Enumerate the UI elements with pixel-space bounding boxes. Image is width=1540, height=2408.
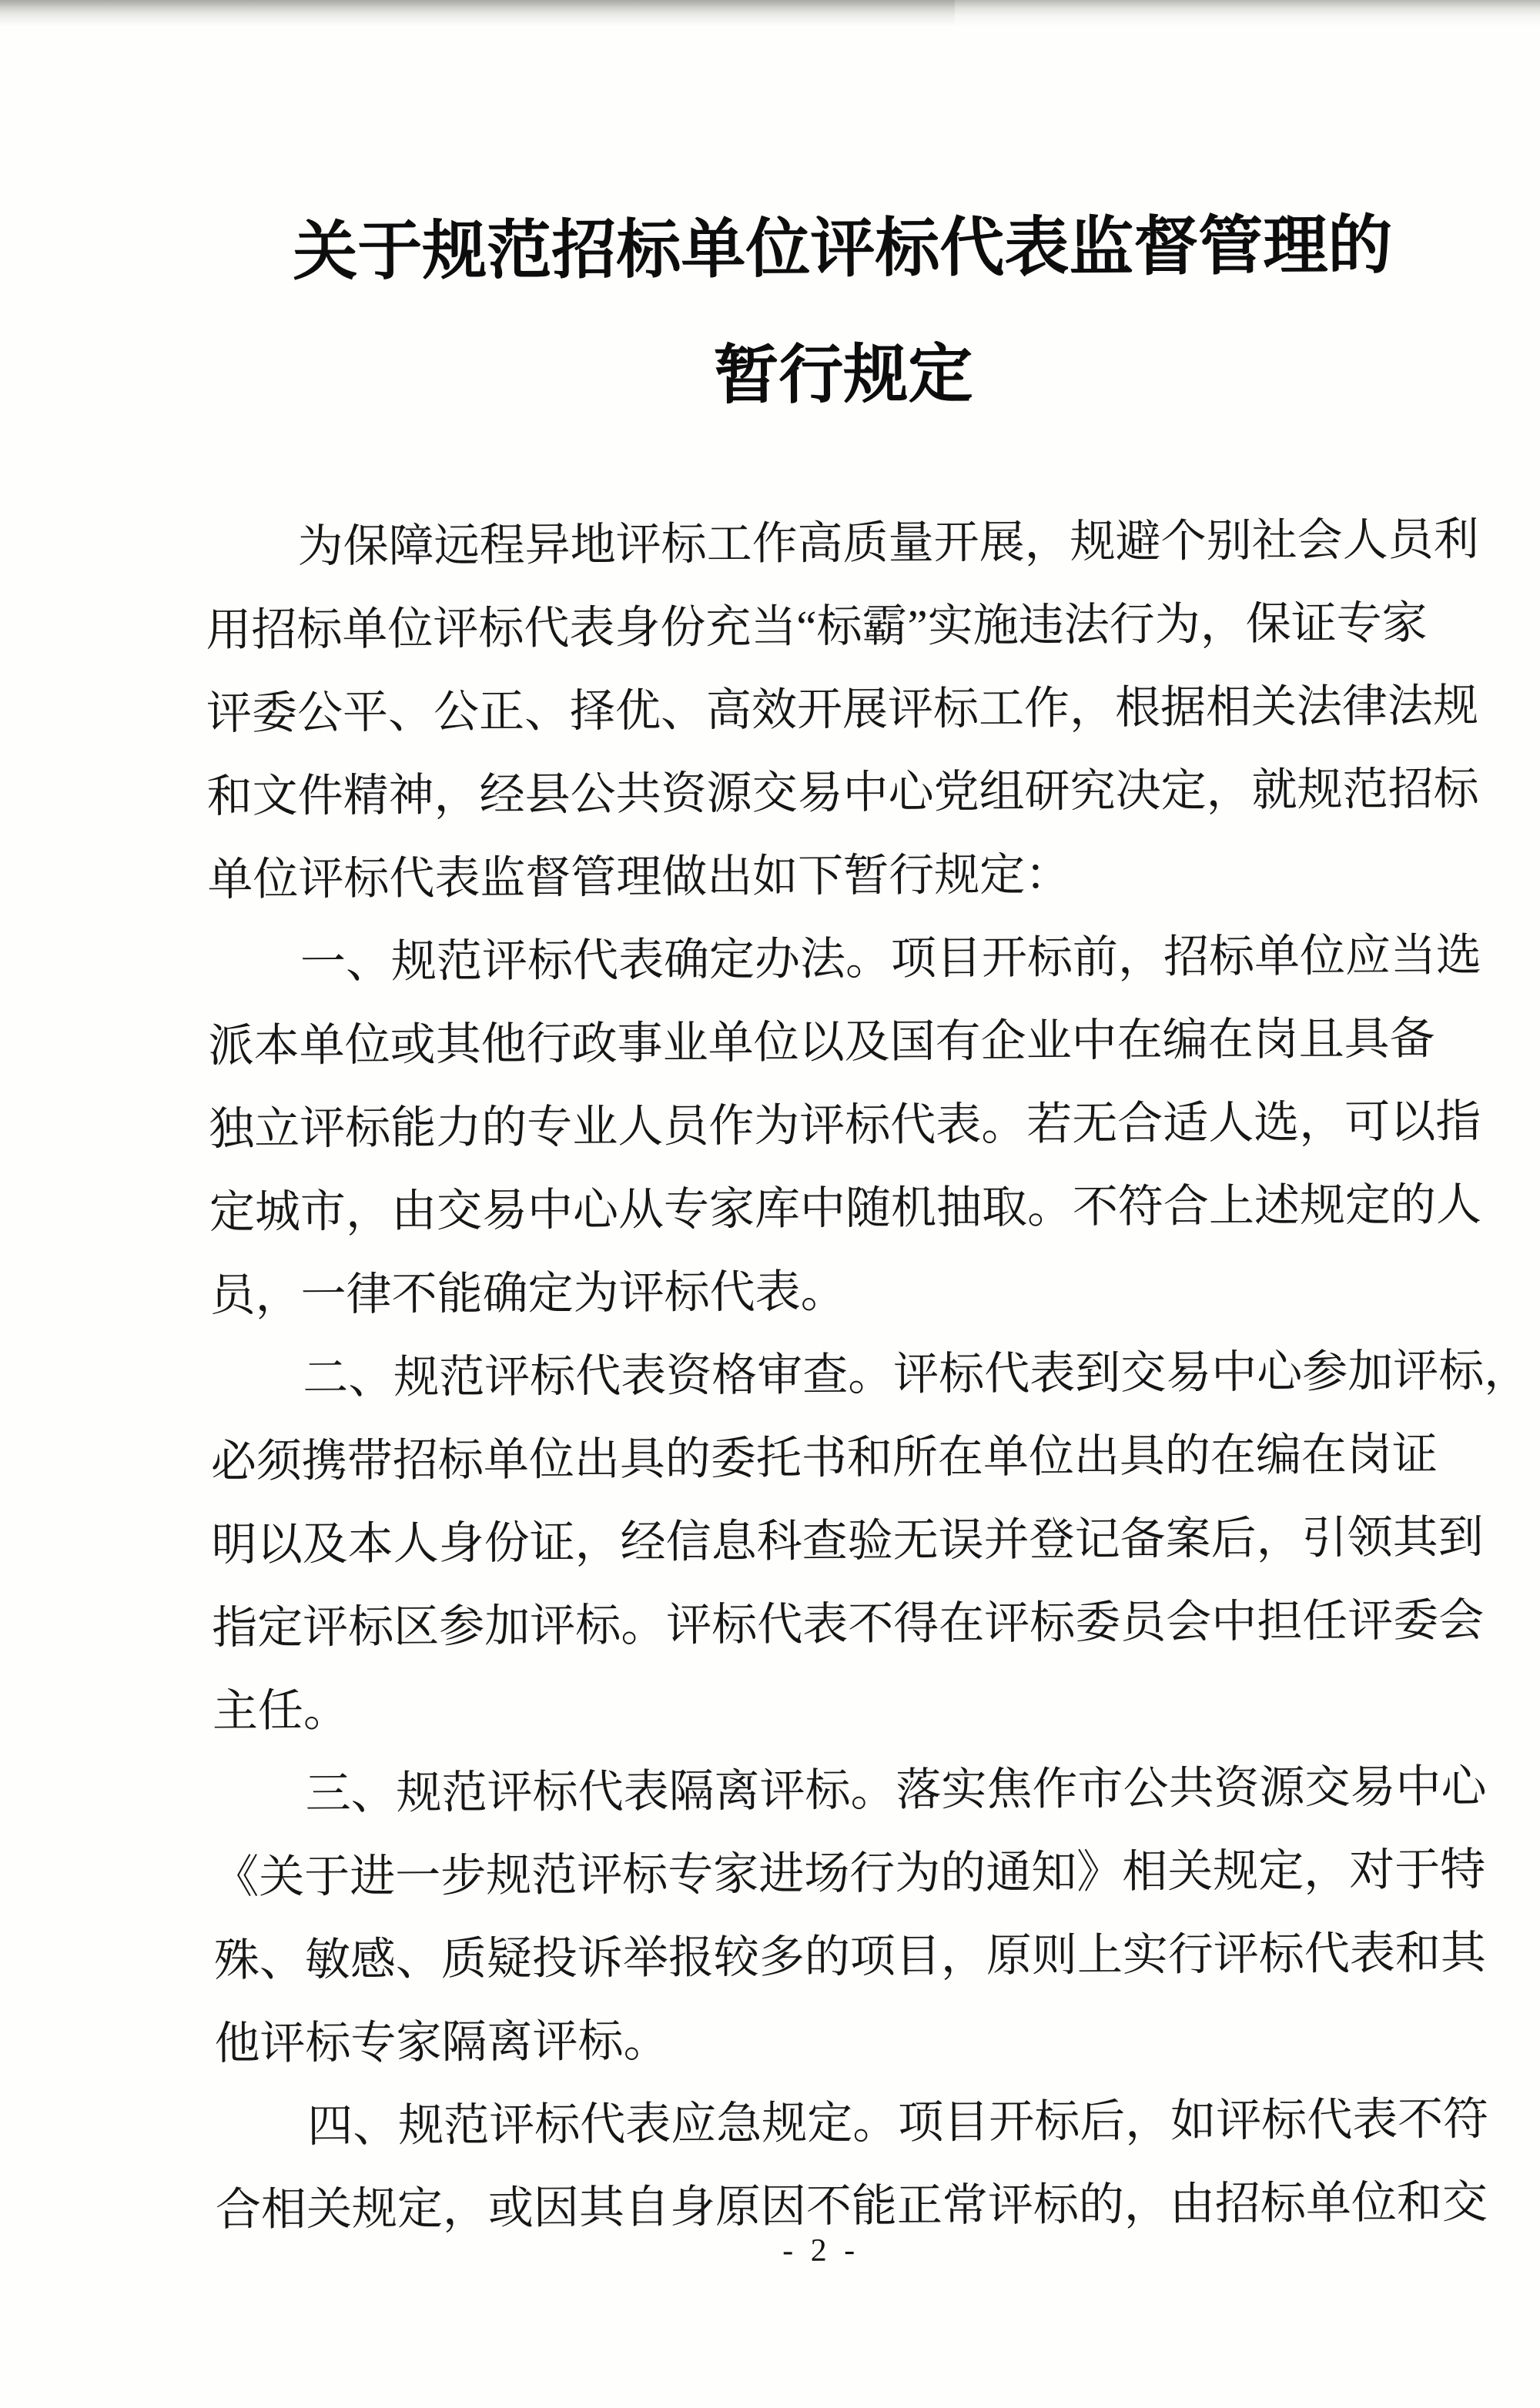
- body-line: 三、规范评标代表隔离评标。落实焦作市公共资源交易中心: [305, 1761, 1487, 1819]
- body-line: 合相关规定，或因其自身原因不能正常评标的，由招标单位和交: [215, 2176, 1488, 2236]
- body-line: 评委公平、公正、择优、高效开展评标工作，根据相关法律法规: [206, 680, 1479, 739]
- document-title-line-2: 暂行规定: [714, 339, 973, 413]
- body-line: 一、规范评标代表确定办法。项目开标前，招标单位应当选: [300, 929, 1482, 988]
- body-line: 殊、敏感、质疑投诉举报较多的项目，原则上实行评标代表和其: [213, 1927, 1487, 1986]
- document-body: [205, 497, 1530, 2251]
- body-line: 二、规范评标代表资格审查。评标代表到交易中心参加评标，: [303, 1344, 1530, 1403]
- body-line: 主任。: [212, 1684, 350, 1737]
- body-line: 和文件精神，经县公共资源交易中心党组研究决定，就规范招标: [206, 763, 1479, 822]
- body-line: 为保障远程异地评标工作高质量开展，规避个别社会人员利: [297, 513, 1479, 572]
- body-line: 单位评标代表监督管理做出如下暂行规定：: [207, 848, 1071, 905]
- body-line: 明以及本人身份证，经信息科查验无误并登记备案后，引领其到: [211, 1511, 1484, 1570]
- body-line: 他评标专家隔离评标。: [214, 2015, 669, 2069]
- body-line: 必须携带招标单位出具的委托书和所在单位出具的在编在岗证: [210, 1428, 1438, 1487]
- body-line: 《关于进一步规范评标专家进场行为的通知》相关规定，对于特: [213, 1844, 1486, 1903]
- body-line: 独立评标能力的专业人员作为评标代表。若无合适人选，可以指: [209, 1095, 1481, 1155]
- body-line: 四、规范评标代表应急规定。项目开标后，如评标代表不符: [307, 2093, 1489, 2152]
- body-line: 指定评标区参加评标。评标代表不得在评标委员会中担任评委会: [212, 1594, 1485, 1654]
- document-title-line-1: 关于规范招标单位评标代表监督管理的: [293, 210, 1393, 289]
- body-line: 用招标单位评标代表身份充当“标霸”实施违法行为，保证专家: [206, 597, 1428, 656]
- body-line: 定城市，由交易中心从专家库中随机抽取。不符合上述规定的人: [209, 1179, 1482, 1238]
- body-line: 员，一律不能确定为评标代表。: [209, 1266, 846, 1321]
- page-number: - 2 -: [782, 2232, 860, 2269]
- body-line: 派本单位或其他行政事业单位以及国有企业中在编在岗且具备: [208, 1012, 1435, 1072]
